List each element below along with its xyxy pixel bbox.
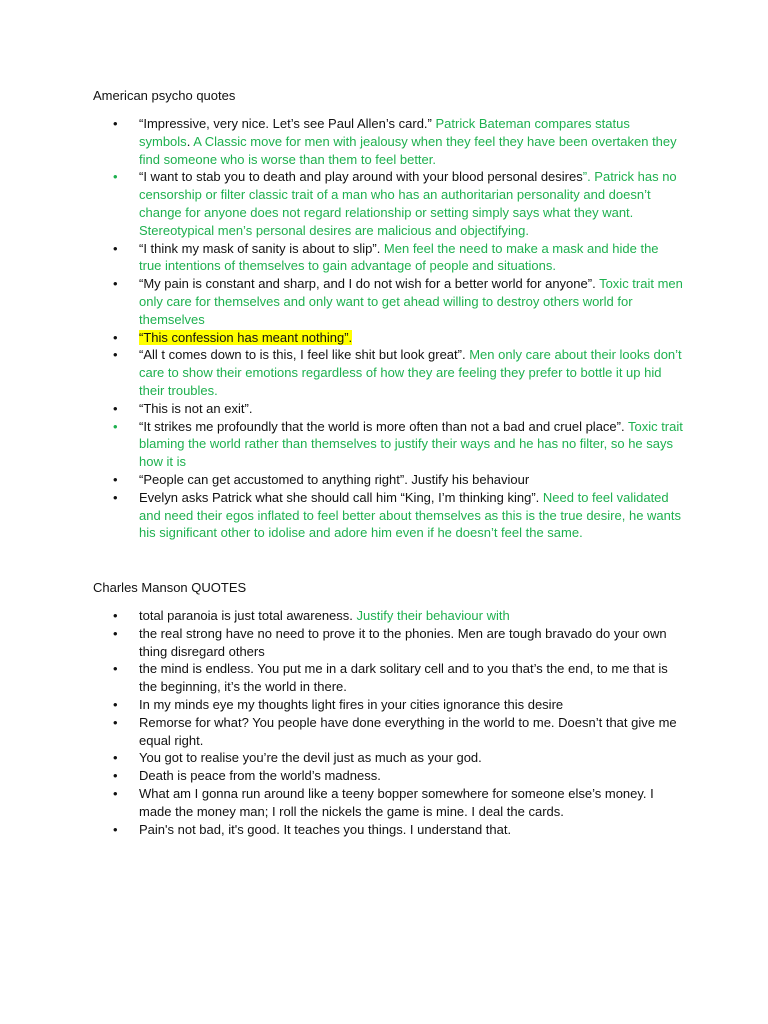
commentary-text: Men feel the need to make a mask and hide the true intentions of themselves to gain advantage of people and situations.	[139, 240, 659, 274]
bullet-icon: •	[113, 489, 118, 505]
bullet-icon: •	[113, 608, 118, 623]
bullet-icon: •	[113, 400, 118, 416]
quote-text: “Impressive, very nice. Let’s see Paul Allen’s card.”	[139, 116, 436, 131]
section-title-charles-manson: Charles Manson QUOTES	[93, 580, 247, 595]
commentary-text: Justify their behaviour with	[356, 608, 510, 623]
list-item	[93, 607, 683, 625]
quote-text: “My pain is constant and sharp, and I do not wish for a better world for anyone”.	[139, 276, 600, 292]
quote-text: “I want to stab you to death and play around with your blood personal desires	[139, 169, 583, 185]
list-item	[93, 785, 683, 821]
list-item	[93, 240, 683, 276]
quote-text: the mind is endless. You put me in a dark solitary cell and to you that’s the end, to me that is the beginning, it’s the world in there.	[139, 661, 668, 695]
list-item	[93, 489, 683, 542]
bullet-icon: •	[113, 240, 118, 256]
list-item	[93, 625, 683, 661]
bullet-icon: •	[113, 714, 118, 730]
quote-text: Remorse for what? You people have done everything in the world to me. Doesn’t that give me equal right.	[139, 714, 677, 748]
bullet-icon: •	[113, 696, 118, 712]
list-item	[93, 660, 683, 696]
list-item	[93, 400, 683, 418]
bullet-icon: •	[113, 276, 118, 292]
list-item	[93, 115, 683, 168]
list-item	[93, 329, 683, 347]
quote-text: In my minds eye my thoughts light fires in your cities ignorance this desire	[139, 696, 564, 712]
bullet-icon: •	[113, 347, 118, 363]
quote-text: “This is not an exit”.	[139, 400, 253, 416]
quote-text: “People can get accustomed to anything right”. Justify his behaviour	[139, 471, 530, 487]
list-item	[93, 471, 683, 489]
quote-text: Pain's not bad, it's good. It teaches you things. I understand that.	[139, 821, 512, 837]
commentary-text: ”. Patrick has no censorship or filter classic trait of a man who has an authoritarian personality and doesn’t change for anyone does not regard relationship or setting simply says what they want. Stereotypical men’s personal desires are malicious and objectifying.	[139, 169, 677, 238]
bullet-icon: •	[113, 418, 118, 434]
commentary-text: Men only care about their looks don’t care to show their emotions regardless of how they are feeling they prefer to bottle it up hid their troubles.	[139, 347, 682, 398]
list-item	[93, 275, 683, 328]
list-item	[93, 749, 683, 767]
bullet-icon: •	[113, 625, 118, 641]
quote-text: Death is peace from the world’s madness.	[139, 768, 381, 784]
list-item	[93, 714, 683, 750]
bullet-icon: •	[113, 329, 118, 345]
quote-text: “It strikes me profoundly that the world is more often than not a bad and cruel place”.	[139, 418, 628, 434]
bullet-icon: •	[113, 661, 118, 677]
quote-text: the real strong have no need to prove it to the phonies. Men are tough bravado do your own thing disregard others	[139, 625, 667, 659]
bullet-icon: •	[113, 169, 118, 185]
bullet-icon: •	[113, 785, 118, 801]
american-psycho-quote-list	[93, 115, 683, 542]
quote-text: .	[186, 133, 194, 149]
bullet-icon: •	[113, 750, 118, 766]
quote-text: “I think my mask of sanity is about to slip”.	[139, 240, 384, 256]
list-item	[93, 767, 683, 785]
commentary-text: Patrick Bateman compares status symbols	[139, 116, 630, 149]
quote-text: You got to realise you’re the devil just as much as your god.	[139, 750, 482, 766]
charles-manson-quote-list	[93, 607, 683, 838]
list-item	[93, 168, 683, 239]
quote-text: What am I gonna run around like a teeny bopper somewhere for someone else’s money. I made the money man; I roll the nickels the game is mine. I deal the cards.	[139, 785, 654, 819]
section-title-american-psycho: American psycho quotes	[93, 88, 236, 103]
bullet-icon: •	[113, 471, 118, 487]
bullet-icon: •	[113, 821, 118, 837]
bullet-icon: •	[113, 116, 118, 131]
quote-text: “All t comes down to is this, I feel like shit but look great”.	[139, 347, 470, 363]
commentary-text: Need to feel validated and need their egos inflated to feel better about themselves as this is the true desire, he wants his significant other to idolise and adore him even if he doesn’t feel the same.	[139, 489, 681, 541]
commentary-text: A Classic move for men with jealousy when they feel they have been overtaken they find someone who is worse than them to feel better.	[139, 133, 677, 167]
commentary-text: Toxic trait blaming the world rather than themselves to justify their ways and he has no filter, so he says how it is	[139, 418, 683, 470]
list-item	[93, 821, 683, 839]
quote-text: total paranoia is just total awareness.	[139, 608, 357, 623]
bullet-icon: •	[113, 768, 118, 784]
list-item	[93, 696, 683, 714]
highlighted-quote-text: “This confession has meant nothing”.	[139, 329, 353, 345]
list-item	[93, 346, 683, 399]
quote-text: Evelyn asks Patrick what she should call him “King, I’m thinking king”.	[139, 489, 543, 505]
commentary-text: Toxic trait men only care for themselves and only want to get ahead willing to destroy others world for themselves	[139, 276, 683, 327]
list-item	[93, 418, 683, 471]
